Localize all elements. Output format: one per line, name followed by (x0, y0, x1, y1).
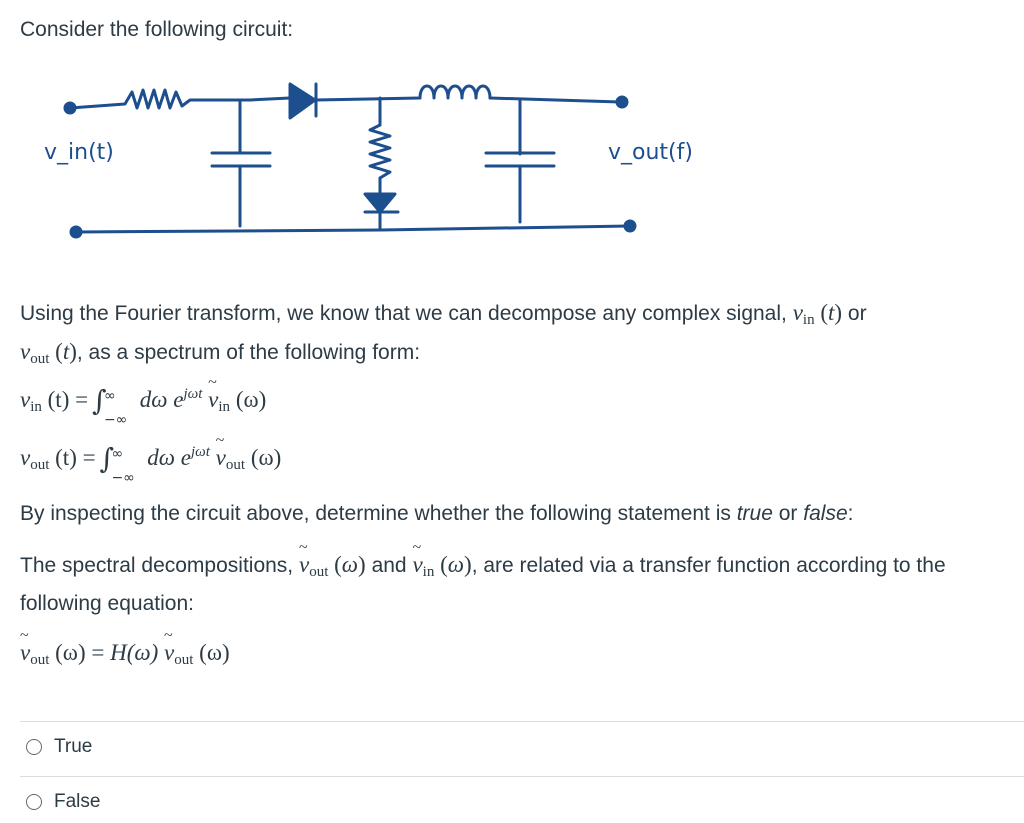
circuit-label-out: v_out(f) (608, 140, 693, 165)
shunt-diode (365, 194, 398, 212)
option-false[interactable]: False (26, 791, 100, 813)
equation-transfer: ~ vout (ω) = H(ω) ~ vout (ω) (20, 635, 1010, 674)
math-vout-t: vout (t) (20, 339, 77, 367)
math-vin-t: vin (t) (792, 300, 843, 328)
instruction-paragraph: By inspecting the circuit above, determine whether the following statement is true or false: (20, 502, 854, 525)
input-terminal-bottom (71, 227, 81, 237)
capacitor-1 (212, 153, 270, 166)
shunt-resistor (370, 125, 390, 178)
series-inductor (420, 86, 490, 98)
equation-vin: vin (t) = ∫ ∞ −∞ dω $e^{j\omega t}$ ~ vin (ω) (20, 382, 1010, 421)
output-terminal-top (617, 97, 627, 107)
input-terminal-top (65, 103, 75, 113)
option-true[interactable]: True (26, 736, 92, 758)
output-terminal-bottom (625, 221, 635, 231)
equation-vout: vout (t) = ∫ ∞ −∞ dω $e^{j\omega t}$ ~ vout (ω) (20, 440, 1010, 479)
circuit-label-in: v_in(t) (44, 140, 114, 165)
series-diode (290, 84, 316, 118)
statement-paragraph: The spectral decompositions, ~ vout (ω) and ~ vin (ω), are related via a transfer function according to the following equation: (20, 547, 1010, 621)
question-intro: Consider the following circuit: (20, 18, 294, 41)
fourier-paragraph: Using the Fourier transform, we know that we can decompose any complex signal, vin (t) or vout (t), as a spectrum of the following form: (20, 300, 867, 367)
divider-top (20, 721, 1024, 722)
divider-middle (20, 776, 1024, 777)
input-resistor (70, 90, 250, 108)
radio-true[interactable] (26, 739, 42, 755)
radio-false[interactable] (26, 794, 42, 810)
